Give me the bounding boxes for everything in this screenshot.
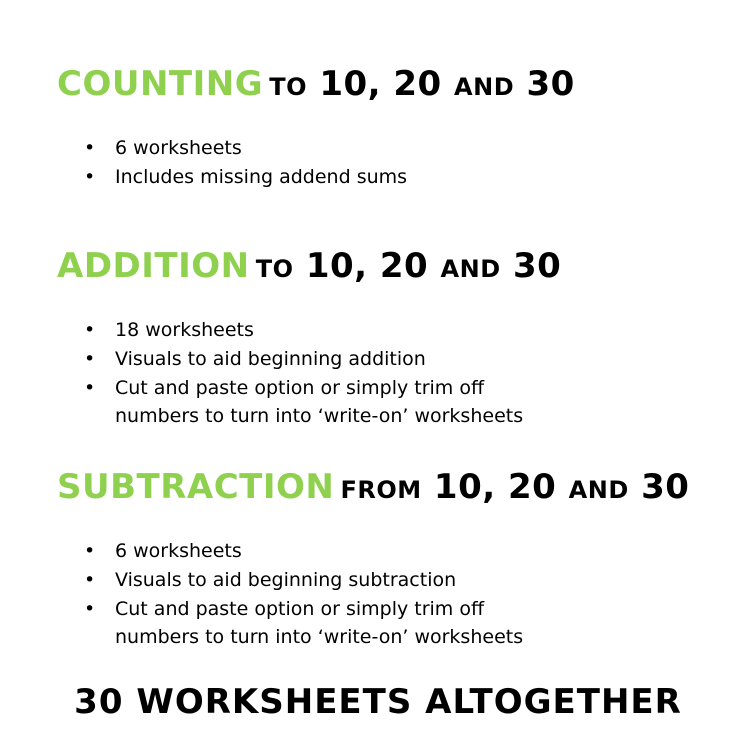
subtraction-bullets bbox=[84, 537, 523, 652]
list-item: • Cut and paste option or simply trim off numbers to turn into ‘write-on’ worksheets bbox=[84, 376, 524, 428]
list-item: • 6 worksheets bbox=[84, 137, 242, 159]
heading-rest: from 10, 20 and 30 bbox=[340, 467, 690, 507]
list-item: • Visuals to aid beginning addition bbox=[84, 347, 426, 370]
addition-bullets bbox=[84, 316, 523, 431]
counting-heading bbox=[57, 64, 575, 104]
heading-highlight: SUBTRACTION bbox=[57, 467, 335, 507]
addition-heading bbox=[57, 246, 561, 286]
heading-highlight: COUNTING bbox=[57, 64, 264, 104]
heading-rest: to 10, 20 and 30 bbox=[269, 64, 575, 104]
list-item: • Visuals to aid beginning subtraction bbox=[84, 568, 457, 591]
list-item: • 18 worksheets bbox=[84, 319, 254, 341]
heading-rest: to 10, 20 and 30 bbox=[255, 246, 562, 286]
list-item: • Cut and paste option or simply trim off numbers to turn into ‘write-on’ worksheets bbox=[84, 597, 524, 649]
heading-highlight: ADDITION bbox=[57, 246, 250, 286]
list-item: • 6 worksheets bbox=[84, 540, 242, 562]
counting-bullets bbox=[84, 134, 407, 192]
footer-total: 30 WORKSHEETS ALTOGETHER bbox=[74, 682, 682, 722]
list-item: • Includes missing addend sums bbox=[84, 165, 408, 188]
subtraction-heading bbox=[57, 467, 689, 507]
